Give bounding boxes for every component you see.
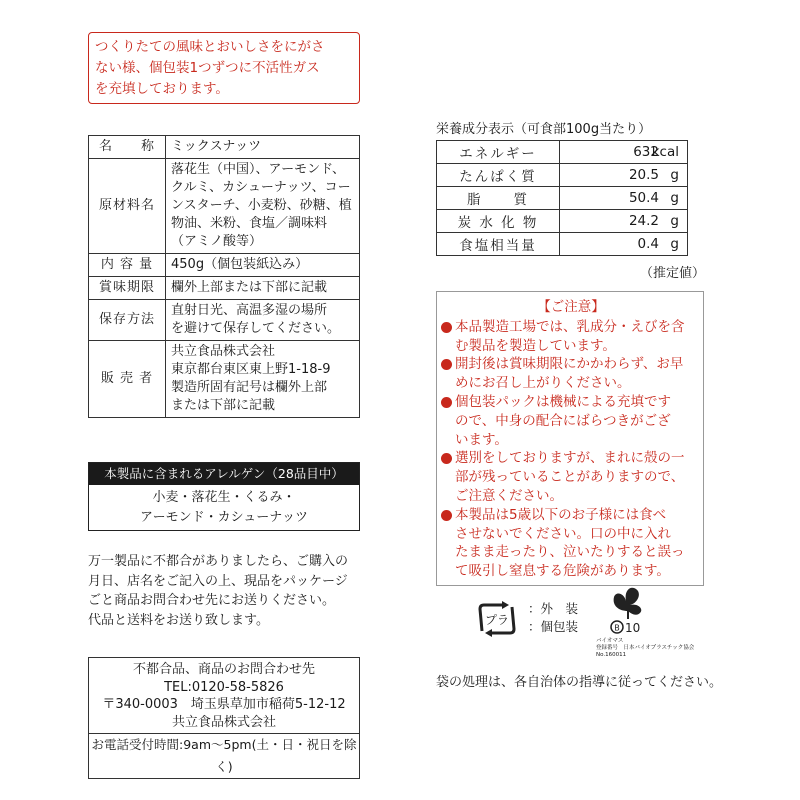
contact-phone: TEL:0120-58-5826 xyxy=(164,679,284,695)
caution-text xyxy=(455,506,701,581)
biomass-line: 登録番号 日本バイオプラスチック協会 xyxy=(596,645,695,651)
nutrition-label: 炭 水 化 物 xyxy=(437,210,560,233)
bullet-icon xyxy=(441,359,452,370)
nutrition-estimate-note: （推定値） xyxy=(640,266,706,281)
table-row xyxy=(437,210,688,233)
biomass-line: バイオマス xyxy=(596,638,624,644)
table-row xyxy=(437,164,688,187)
ingredients-line: ンスターチ、小麦粉、砂糖、植 xyxy=(171,198,352,213)
table-row xyxy=(437,187,688,210)
bullet-icon xyxy=(441,397,452,408)
caution-line: ので、中身の配合にばらつきがござ xyxy=(455,412,671,429)
name-label: 名 称 xyxy=(89,136,166,159)
outer-label: ：外 装 xyxy=(528,601,579,616)
notice-line: 月日、店名をご記入の上、現品をパッケージ xyxy=(88,573,348,589)
value-unit: g xyxy=(670,213,679,229)
table-row xyxy=(89,136,360,159)
caution-line: います。 xyxy=(455,431,508,448)
biomass-text xyxy=(596,638,694,659)
allergen-line: 小麦・落花生・くるみ・ xyxy=(152,490,296,505)
biomass-mark-icon xyxy=(608,583,648,635)
nutrition-title: 栄養成分表示（可食部100g当たり） xyxy=(436,122,652,137)
caution-title: 【ご注意】 xyxy=(537,299,605,315)
caution-text xyxy=(455,449,701,505)
value-unit: g xyxy=(670,167,679,183)
caution-line: 選別をしておりますが、まれに殻の一 xyxy=(455,450,685,467)
seller-label: 販 売 者 xyxy=(89,341,166,418)
ingredients-line: （アミノ酸等） xyxy=(171,234,263,249)
caution-text xyxy=(455,393,701,449)
nutrition-value xyxy=(560,187,688,210)
caution-text xyxy=(455,355,701,393)
bullet-icon xyxy=(441,510,452,521)
contact-hours: お電話受付時間:9am〜5pm(土・日・祝日を除く) xyxy=(89,733,359,778)
nutrition-value xyxy=(560,164,688,187)
contact-company: 共立食品株式会社 xyxy=(171,714,276,730)
caution-item xyxy=(441,506,701,581)
table-row xyxy=(89,300,360,341)
intro-line: を充填しております。 xyxy=(95,81,229,97)
caution-line: 部が残っていることがありますので、 xyxy=(455,469,685,486)
ingredients-label: 原材料名 xyxy=(89,159,166,254)
value-number: 0.4 xyxy=(637,236,659,252)
ingredients-line: 落花生（中国）、アーモンド、 xyxy=(171,162,345,177)
ingredients-line: 物油、米粉、食塩／調味料 xyxy=(171,216,328,231)
table-row xyxy=(89,277,360,300)
ingredients-value xyxy=(166,159,360,254)
nutrition-label: たんぱく質 xyxy=(437,164,560,187)
allergen-list xyxy=(89,485,359,530)
caution-line: 本品製造工場では、乳成分・えびを含 xyxy=(455,318,685,335)
caution-box xyxy=(436,291,704,586)
nutrition-label: 脂 質 xyxy=(437,187,560,210)
ingredients-line: クルミ、カシューナッツ、コー xyxy=(171,180,351,195)
pla-mark-text: プラ xyxy=(484,613,510,627)
value-number: 24.2 xyxy=(628,213,659,229)
seller-line: 共立食品株式会社 xyxy=(171,344,276,359)
table-row xyxy=(89,341,360,418)
name-value: ミックスナッツ xyxy=(166,136,360,159)
caution-line: ご注意ください。 xyxy=(455,487,563,504)
seller-line: 東京都台東区東上野1-18-9 xyxy=(171,362,331,377)
contact-address: 〒340-0003 埼玉県草加市稲荷5-12-12 xyxy=(102,697,346,712)
allergen-box xyxy=(88,462,360,531)
nutrition-value xyxy=(560,141,688,164)
inner-label: ：個包装 xyxy=(528,619,579,634)
seller-line: 製造所固有記号は欄外上部 xyxy=(171,380,328,395)
intro-line: つくりたての風味とおいしさをにがさ xyxy=(95,39,325,55)
product-info-table xyxy=(88,135,360,418)
nutrition-value xyxy=(560,210,688,233)
value-unit: kcal xyxy=(651,144,679,160)
caution-line: させないでください。口の中に入れ xyxy=(455,525,671,542)
storage-value xyxy=(166,300,360,341)
caution-line: む製品を製造しています。 xyxy=(455,337,616,354)
caution-line: 個包装パックは機械による充填です xyxy=(455,393,671,410)
biomass-line: No.160011 xyxy=(596,652,627,658)
nutrition-table xyxy=(436,140,688,256)
table-row xyxy=(437,141,688,164)
storage-line: を避けて保存してください。 xyxy=(171,321,341,336)
caution-line: たまま走ったり、泣いたりすると誤っ xyxy=(455,544,685,561)
storage-label: 保存方法 xyxy=(89,300,166,341)
value-unit: g xyxy=(670,190,679,206)
table-row xyxy=(89,159,360,254)
caution-text xyxy=(455,318,701,356)
caution-line: 本製品は5歳以下のお子様には食べ xyxy=(455,506,667,523)
expiry-value: 欄外上部または下部に記載 xyxy=(166,277,360,300)
bullet-icon xyxy=(441,453,452,464)
value-number: 50.4 xyxy=(628,190,659,206)
allergen-header: 本製品に含まれるアレルゲン（28品目中） xyxy=(89,463,359,485)
svg-text:B: B xyxy=(614,623,620,633)
storage-line: 直射日光、高温多湿の場所 xyxy=(171,303,328,318)
notice-line: 万一製品に不都合がありましたら、ご購入の xyxy=(88,554,349,569)
nutrition-value xyxy=(560,233,688,256)
caution-item xyxy=(441,449,701,505)
caution-line: めにお召し上がりください。 xyxy=(455,375,631,392)
seller-value xyxy=(166,341,360,418)
recycle-labels xyxy=(528,600,578,636)
seller-line: または下部に記載 xyxy=(171,398,276,413)
content-value: 450g（個包装紙込み） xyxy=(166,254,360,277)
bullet-icon xyxy=(441,322,452,333)
value-number: 20.5 xyxy=(628,167,659,183)
plastic-recycle-icon xyxy=(476,601,518,637)
return-notice xyxy=(88,552,368,630)
caution-item xyxy=(441,318,701,356)
caution-line: て吸引し窒息する危険があります。 xyxy=(455,563,670,580)
nutrition-label: 食塩相当量 xyxy=(437,233,560,256)
intro-box xyxy=(88,32,360,104)
caution-item xyxy=(441,355,701,393)
biomass-number: 10 xyxy=(625,621,641,635)
table-row xyxy=(89,254,360,277)
content-label: 内 容 量 xyxy=(89,254,166,277)
caution-item xyxy=(441,393,701,449)
nutrition-label: エネルギー xyxy=(437,141,560,164)
contact-box xyxy=(88,657,360,779)
value-number: 632 xyxy=(633,144,659,160)
intro-line: ない様、個包装1つずつに不活性ガス xyxy=(95,60,320,76)
table-row xyxy=(437,233,688,256)
expiry-label: 賞味期限 xyxy=(89,277,166,300)
allergen-line: アーモンド・カシューナッツ xyxy=(139,510,309,525)
notice-line: ごと商品お問合わせ先にお送りください。 xyxy=(88,593,336,608)
contact-body xyxy=(89,658,359,733)
contact-heading: 不都合品、商品のお問合わせ先 xyxy=(132,662,315,677)
value-unit: g xyxy=(670,236,679,252)
notice-line: 代品と送料をお送り致します。 xyxy=(88,612,269,628)
disposal-note: 袋の処理は、各自治体の指導に従ってください。 xyxy=(436,675,723,690)
caution-line: 開封後は賞味期限にかかわらず、お早 xyxy=(455,356,684,373)
